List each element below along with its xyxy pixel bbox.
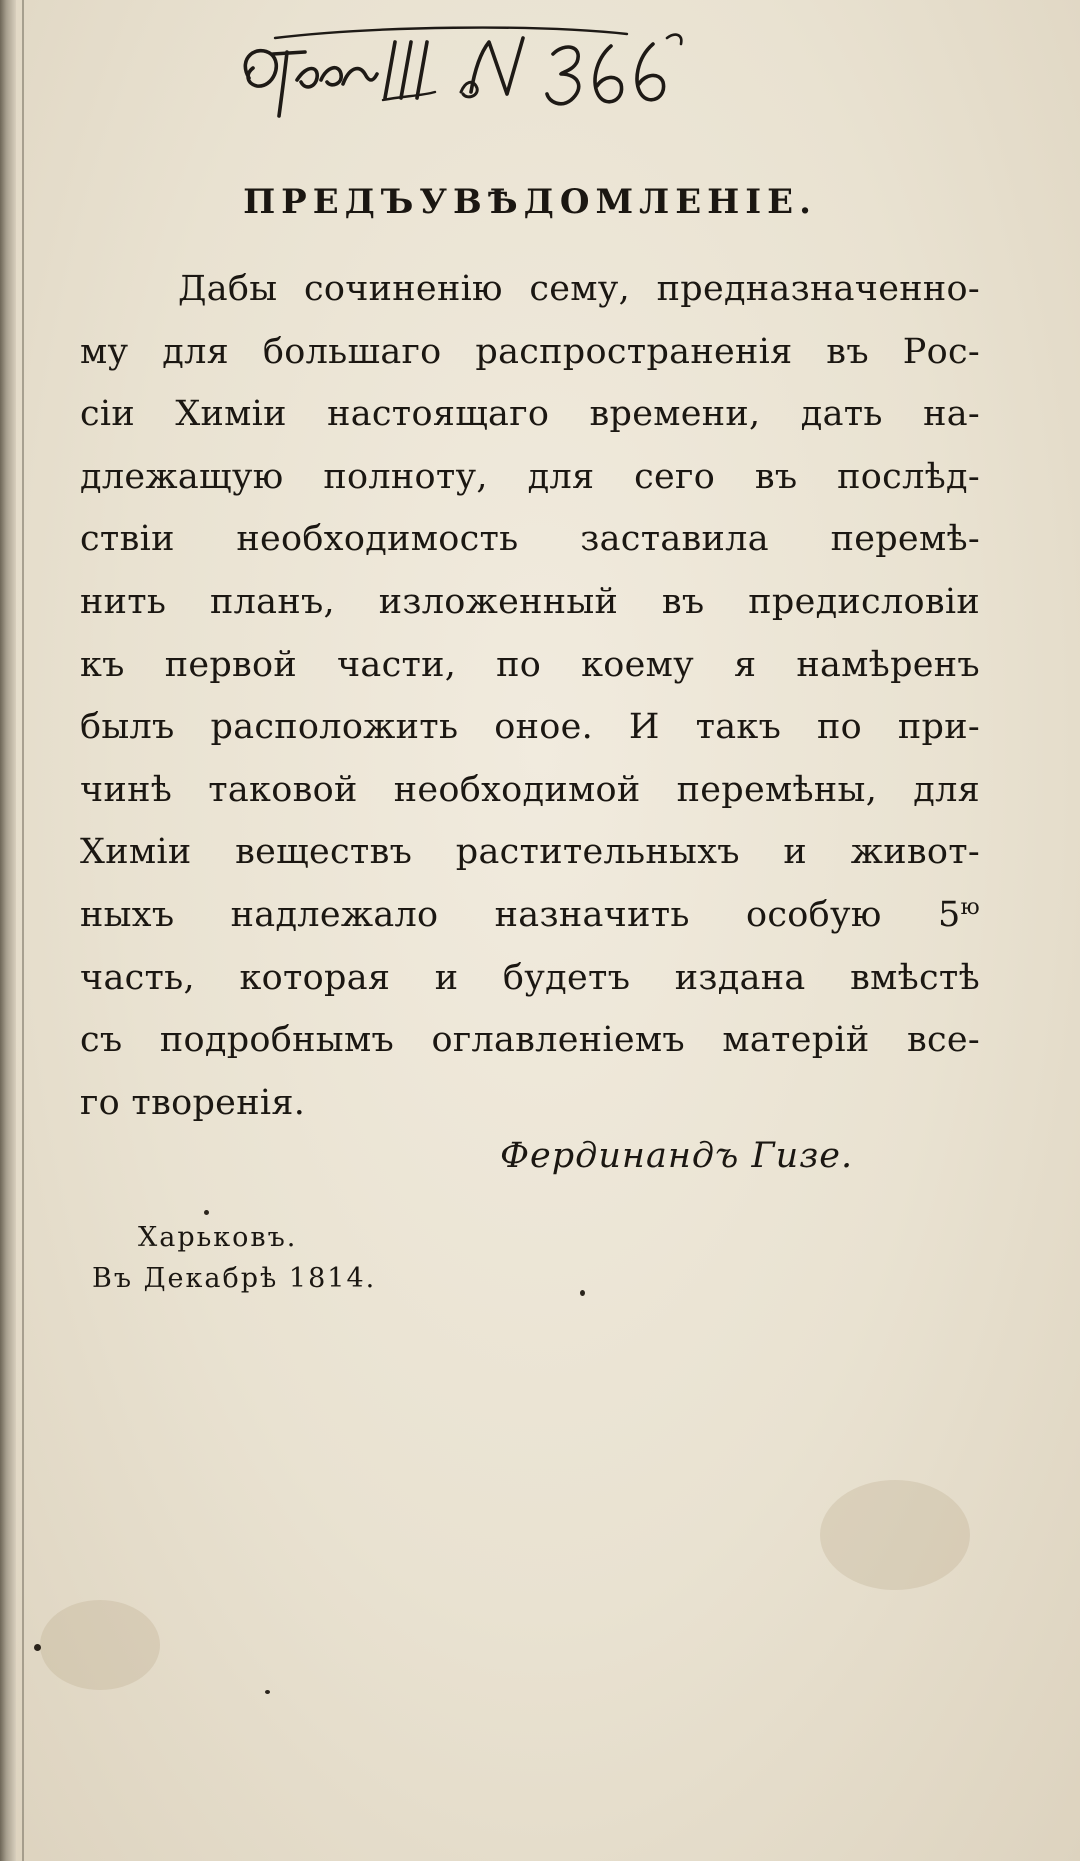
body-line: часть, которая и будетъ издана вмѣстѣ [80,957,980,998]
handwritten-shelfmark [235,18,755,123]
body-line: го творенія. [80,1082,306,1123]
binding-edge [0,0,16,1861]
ink-speck [265,1690,270,1694]
notice-body [80,258,980,1134]
body-line: ствіи необходимость заставила перемѣ- [80,519,980,560]
body-line: му для большаго распространенія въ Рос- [80,331,980,372]
body-line-text: ныхъ надлежало назначить особую 5 [80,894,961,935]
paper-stain [820,1480,970,1590]
handwritten-shelfmark-drawing [235,18,755,123]
body-line: нить планъ, изложенный въ предисловіи [80,581,980,622]
body-line: Дабы сочиненію сему, предназначенно- [178,269,980,309]
date-line: Въ Декабрѣ 1814. [92,1263,377,1294]
page-heading: ПРЕДЪУВѢДОМЛЕНІЕ. [243,182,817,222]
body-line: сіи Химіи настоящаго времени, дать на- [80,394,980,435]
paper-stain [40,1600,160,1690]
ink-speck [580,1290,585,1296]
body-line-with-ordinal [80,884,980,947]
body-line: Химіи веществъ растительныхъ и живот- [80,832,980,873]
author-signature: Фердинандъ Гизе. [500,1136,854,1176]
body-line: къ первой части, по коему я намѣренъ [80,644,980,685]
ink-speck [34,1644,41,1651]
place-line: Харьковъ. [138,1222,298,1253]
body-line: съ подробнымъ оглавленіемъ матерій все- [80,1020,980,1061]
ordinal-suffix: ю [960,894,980,920]
body-line: чинѣ таковой необходимой перемѣны, для [80,769,980,810]
body-line: длежащую полноту, для сего въ послѣд- [80,456,980,497]
ink-speck [204,1210,209,1215]
binding-line [22,0,24,1861]
body-line: былъ расположить оное. И такъ по при- [80,707,980,748]
